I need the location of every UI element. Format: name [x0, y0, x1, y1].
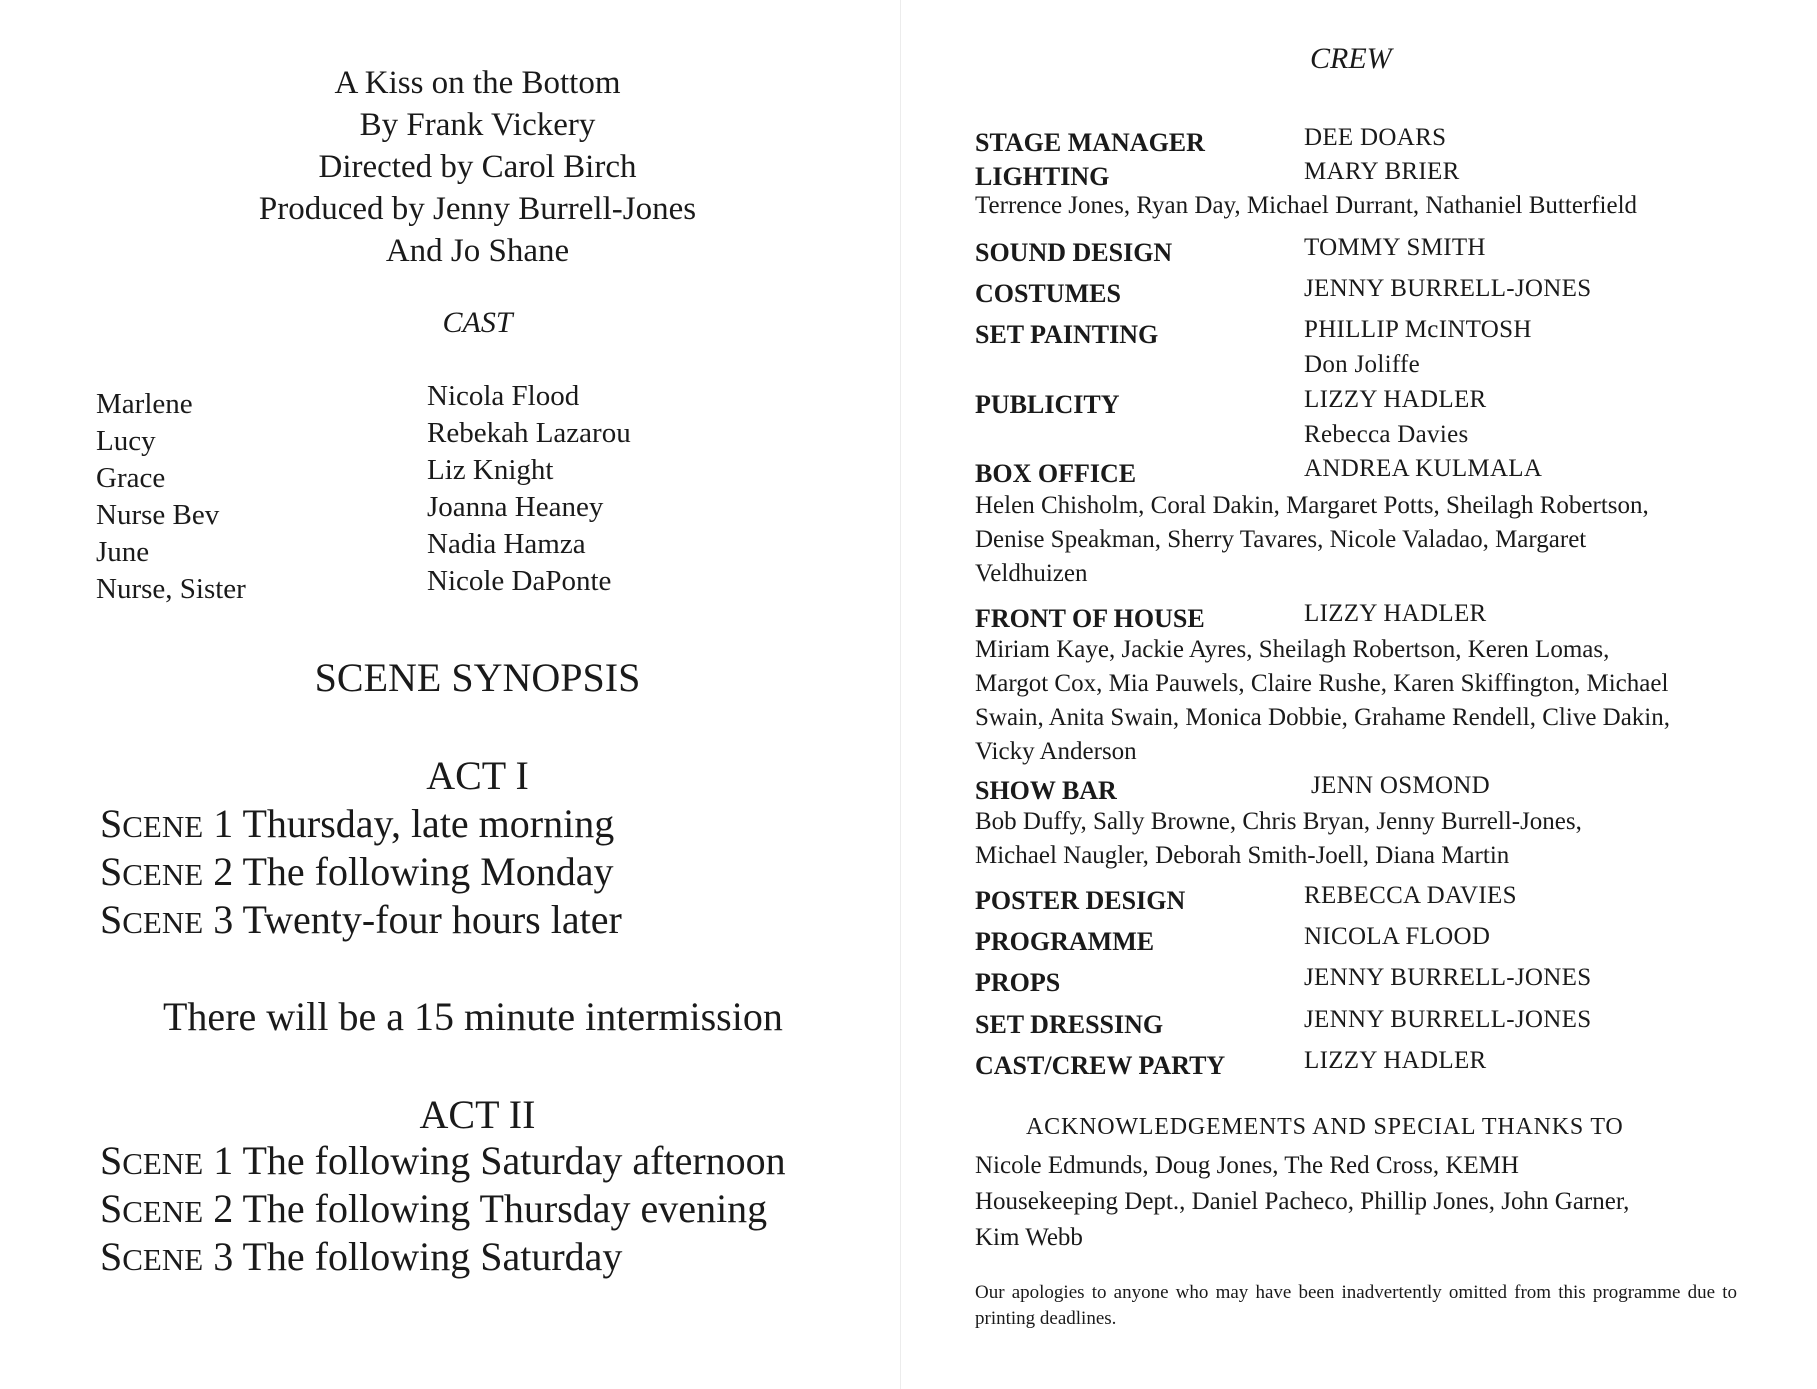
- scene-description: The following Thursday evening: [242, 1186, 768, 1231]
- crew-role: LIGHTING: [975, 162, 1110, 191]
- crew-person: Don Joliffe: [1304, 351, 1421, 378]
- play-title: A Kiss on the Bottom: [334, 65, 621, 101]
- crew-person: LIZZY HADLER: [1304, 600, 1487, 627]
- act1-heading: ACT I: [426, 753, 529, 798]
- intermission-note: There will be a 15 minute intermission: [163, 994, 783, 1039]
- crew-person: LIZZY HADLER: [1304, 1047, 1487, 1074]
- playwright: By Frank Vickery: [359, 107, 596, 143]
- crew-person: TOMMY SMITH: [1304, 234, 1486, 261]
- crew-role: STAGE MANAGER: [975, 128, 1205, 157]
- cast-role: Grace: [96, 462, 166, 494]
- acknowledgements-heading: ACKNOWLEDGEMENTS AND SPECIAL THANKS TO: [1026, 1114, 1624, 1140]
- crew-role: CAST/CREW PARTY: [975, 1051, 1226, 1080]
- crew-role: COSTUMES: [975, 279, 1121, 308]
- cast-row: [96, 454, 796, 494]
- cast-actor: Nicola Flood: [427, 380, 580, 412]
- scene-description: The following Monday: [242, 849, 614, 894]
- show-bar-team: Bob Duffy, Sally Browne, Chris Bryan, Jenny Burrell-Jones, Michael Naugler, Deborah Smith-Joell, Diana Martin: [975, 808, 1582, 869]
- crew-person: MARY BRIER: [1304, 158, 1460, 185]
- cast-actor: Rebekah Lazarou: [427, 417, 631, 449]
- scene-row: [100, 1137, 786, 1185]
- cast-role: June: [96, 536, 150, 568]
- scene-row: [100, 1185, 786, 1233]
- director: Directed by Carol Birch: [318, 149, 637, 185]
- cast-row: [96, 528, 796, 568]
- scene-row: [100, 800, 622, 848]
- cast-actor: Nicole DaPonte: [427, 565, 612, 597]
- synopsis-heading: SCENE SYNOPSIS: [314, 655, 641, 700]
- crew-role: SOUND DESIGN: [975, 238, 1173, 267]
- scene-label: SCENE: [100, 1138, 204, 1183]
- crew-role: SHOW BAR: [975, 776, 1117, 805]
- production-credits: [0, 62, 955, 272]
- scene-description: The following Saturday: [242, 1234, 623, 1279]
- scene-label: SCENE: [100, 1234, 204, 1279]
- scene-number: 2: [213, 849, 234, 894]
- crew-role: FRONT OF HOUSE: [975, 604, 1205, 633]
- crew-role: PROPS: [975, 968, 1061, 997]
- scene-number: 1: [213, 1138, 234, 1183]
- box-office-team: Helen Chisholm, Coral Dakin, Margaret Potts, Sheilagh Robertson, Denise Speakman, Sherry Tavares, Nicole Valadao, Margaret Veldhuizen: [975, 492, 1649, 587]
- scene-description: Thursday, late morning: [242, 801, 615, 846]
- scene-description: The following Saturday afternoon: [242, 1138, 786, 1183]
- crew-role: BOX OFFICE: [975, 459, 1137, 488]
- scene-row: [100, 848, 622, 896]
- co-producer: And Jo Shane: [385, 233, 570, 269]
- crew-person: REBECCA DAVIES: [1304, 882, 1517, 909]
- cast-role: Nurse Bev: [96, 499, 220, 531]
- scene-row: [100, 896, 622, 944]
- crew-role: PUBLICITY: [975, 390, 1120, 419]
- act2-heading: ACT II: [419, 1092, 536, 1137]
- cast-actor: Nadia Hamza: [427, 528, 586, 560]
- crew-person: DEE DOARS: [1304, 124, 1447, 151]
- cast-actor: Joanna Heaney: [427, 491, 604, 523]
- cast-heading: CAST: [442, 306, 513, 339]
- crew-role: PROGRAMME: [975, 927, 1155, 956]
- crew-person: ANDREA KULMALA: [1304, 455, 1543, 482]
- cast-list: [96, 380, 796, 605]
- crew-person: JENNY BURRELL-JONES: [1304, 1006, 1592, 1033]
- scene-label: SCENE: [100, 801, 204, 846]
- acknowledgements-list: Nicole Edmunds, Doug Jones, The Red Cross, KEMH Housekeeping Dept., Daniel Pacheco, Phillip Jones, John Garner, Kim Webb: [975, 1152, 1630, 1251]
- scene-number: 2: [213, 1186, 234, 1231]
- act1-scene-list: [100, 800, 622, 944]
- scene-description: Twenty-four hours later: [242, 897, 622, 942]
- cast-role: Lucy: [96, 425, 156, 457]
- crew-heading: CREW: [1310, 42, 1392, 75]
- crew-role: POSTER DESIGN: [975, 886, 1186, 915]
- crew-person: JENNY BURRELL-JONES: [1304, 964, 1592, 991]
- crew-role: SET DRESSING: [975, 1010, 1164, 1039]
- producer: Produced by Jenny Burrell-Jones: [258, 191, 697, 227]
- crew-person: JENNY BURRELL-JONES: [1304, 275, 1592, 302]
- cast-role: Marlene: [96, 388, 193, 420]
- apology-note: Our apologies to anyone who may have been inadvertently omitted from this programme due to printing deadlines.: [975, 1282, 1737, 1329]
- scene-label: SCENE: [100, 897, 204, 942]
- front-of-house-team: Miriam Kaye, Jackie Ayres, Sheilagh Robertson, Keren Lomas, Margot Cox, Mia Pauwels, Claire Rushe, Karen Skiffington, Michael Swain, Anita Swain, Monica Dobbie, Grahame Rendell, Clive Dakin, Vicky Anderson: [975, 636, 1671, 765]
- crew-person: PHILLIP McINTOSH: [1304, 316, 1532, 343]
- cast-actor: Liz Knight: [427, 454, 554, 486]
- scene-number: 3: [213, 1234, 234, 1279]
- lighting-team: Terrence Jones, Ryan Day, Michael Durrant, Nathaniel Butterfield: [975, 192, 1638, 219]
- crew-person: LIZZY HADLER: [1304, 386, 1487, 413]
- cast-row: [96, 417, 796, 457]
- scene-label: SCENE: [100, 849, 204, 894]
- crew-person: Rebecca Davies: [1304, 421, 1469, 448]
- scene-label: SCENE: [100, 1186, 204, 1231]
- scene-number: 3: [213, 897, 234, 942]
- crew-person: NICOLA FLOOD: [1304, 923, 1491, 950]
- scene-row: [100, 1233, 786, 1281]
- cast-row: [96, 491, 796, 531]
- cast-row: [96, 565, 796, 605]
- cast-role: Nurse, Sister: [96, 573, 246, 605]
- crew-person: JENN OSMOND: [1311, 772, 1491, 799]
- scene-number: 1: [213, 801, 234, 846]
- act2-scene-list: [100, 1137, 786, 1281]
- cast-row: [96, 380, 796, 420]
- crew-role: SET PAINTING: [975, 320, 1159, 349]
